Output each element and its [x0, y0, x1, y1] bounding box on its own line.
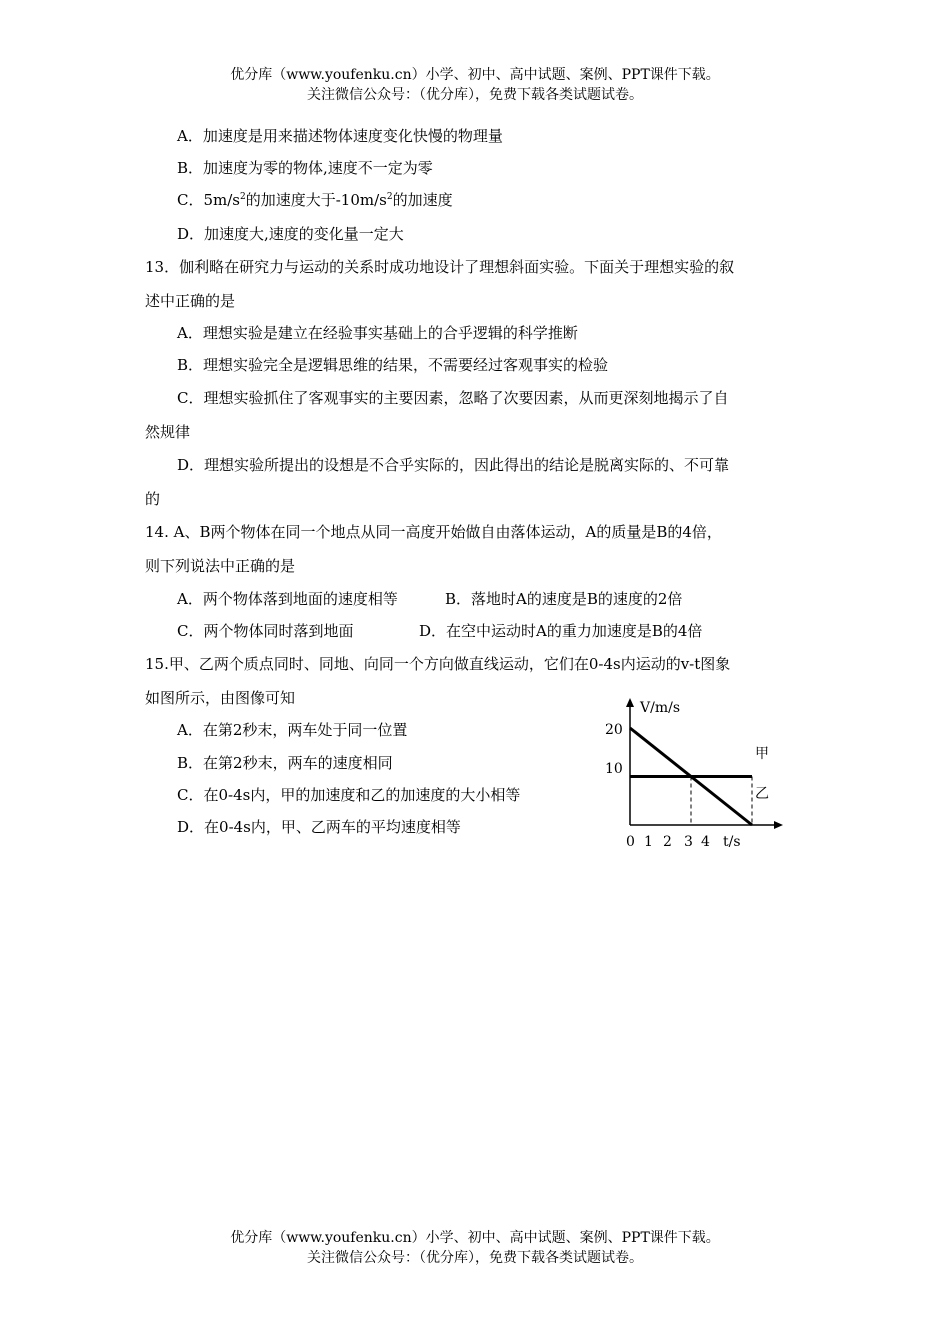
q12-option-a: A．加速度是用来描述物体速度变化快慢的物理量: [177, 127, 503, 145]
q12-c-sup2: 2: [386, 192, 393, 202]
q12-c-mid: 的加速度大于-10m/s: [245, 191, 387, 209]
q14-option-c: C．两个物体同时落到地面: [177, 622, 354, 640]
y-axis-arrow: [626, 698, 634, 707]
x-axis-label: t/s: [723, 834, 741, 850]
x-axis-arrow: [774, 821, 783, 829]
q13-option-d-line-2: 的: [145, 490, 161, 508]
q13-option-c-line-2: 然规律: [145, 423, 191, 441]
q12-option-c: [177, 190, 453, 210]
q15-option-a: A．在第2秒末，两车处于同一位置: [177, 721, 408, 739]
header-line-1: 优分库（www.youfenku.cn）小学、初中、高中试题、案例、PPT课件下载。: [230, 67, 720, 83]
q13-stem-line-1: 13．伽利略在研究力与运动的关系时成功地设计了理想斜面实验。下面关于理想实验的叙: [145, 258, 735, 276]
q13-option-b: B．理想实验完全是逻辑思维的结果，不需要经过客观事实的检验: [177, 356, 609, 374]
footer-line-2: 关注微信公众号：（优分库），免费下载各类试题试卷。: [307, 1250, 643, 1266]
q13-stem-line-2: 述中正确的是: [145, 292, 236, 310]
y-tick-20: 20: [605, 722, 623, 738]
q12-option-b: B．加速度为零的物体,速度不一定为零: [177, 159, 433, 177]
q15-option-c: C．在0-4s内，甲的加速度和乙的加速度的大小相等: [177, 786, 521, 804]
q12-c-sup1: 2: [240, 192, 246, 202]
q12-c-pre: C．5m/s: [177, 191, 240, 209]
q15-option-d: D．在0-4s内，甲、乙两车的平均速度相等: [177, 818, 461, 836]
footer-line-1: 优分库（www.youfenku.cn）小学、初中、高中试题、案例、PPT课件下载。: [230, 1230, 720, 1246]
y-tick-10: 10: [605, 761, 623, 777]
series-yi-label: 乙: [755, 786, 769, 802]
q14-option-b: B．落地时A的速度是B的速度的2倍: [445, 590, 683, 608]
x-tick-1: 1: [644, 834, 653, 850]
q14-option-d: D．在空中运动时A的重力加速度是B的4倍: [419, 622, 703, 640]
q15-stem-line-1: 15.甲、乙两个质点同时、同地、向同一个方向做直线运动，它们在0-4s内运动的v-t图象: [145, 655, 731, 673]
q12-option-d: D．加速度大,速度的变化量一定大: [177, 225, 404, 243]
q14-stem-line-2: 则下列说法中正确的是: [145, 557, 296, 575]
vt-chart: [595, 690, 795, 855]
x-tick-2: 2: [663, 834, 672, 850]
q14-stem-line-1: 14. A、B两个物体在同一个地点从同一高度开始做自由落体运动，A的质量是B的4倍，: [145, 523, 722, 541]
q12-c-post: 的加速度: [392, 191, 453, 209]
series-jia-label: 甲: [755, 746, 769, 762]
header-line-2: 关注微信公众号：（优分库），免费下载各类试题试卷。: [307, 87, 643, 103]
q15-stem-line-2: 如图所示，由图像可知: [145, 689, 296, 707]
q13-option-a: A．理想实验是建立在经验事实基础上的合乎逻辑的科学推断: [177, 324, 578, 342]
x-tick-4: 4: [701, 834, 710, 850]
y-axis-label: V/m/s: [640, 700, 681, 716]
q13-option-c-line-1: C．理想实验抓住了客观事实的主要因素，忽略了次要因素，从而更深刻地揭示了自: [177, 389, 729, 407]
x-tick-0: 0: [626, 834, 635, 850]
x-tick-3: 3: [684, 834, 693, 850]
q13-option-d-line-1: D．理想实验所提出的设想是不合乎实际的，因此得出的结论是脱离实际的、不可靠: [177, 456, 730, 474]
q15-option-b: B．在第2秒末，两车的速度相同: [177, 754, 393, 772]
q14-option-a: A．两个物体落到地面的速度相等: [177, 590, 398, 608]
